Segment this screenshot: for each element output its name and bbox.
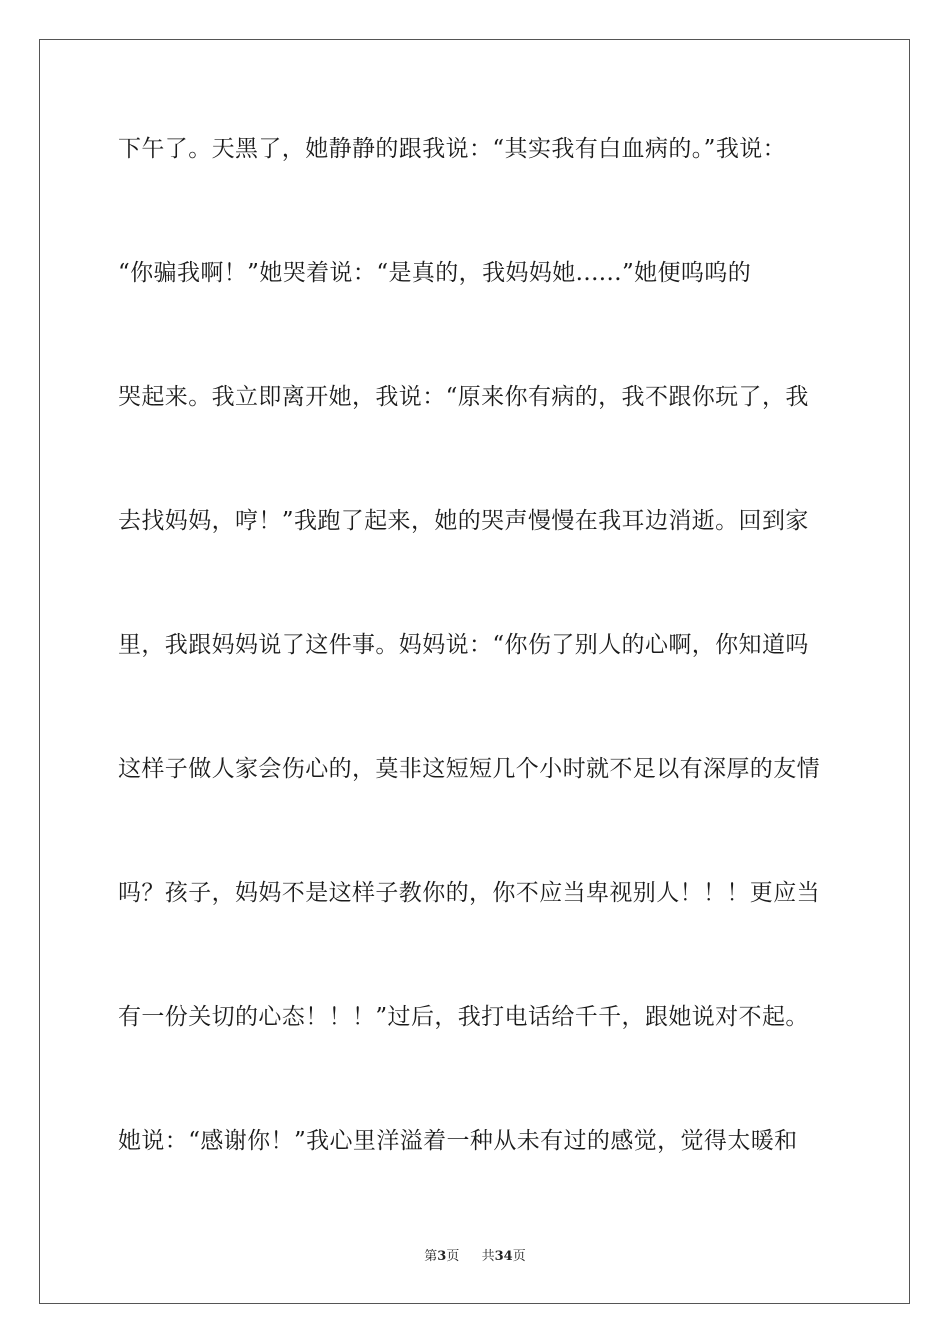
text-line-9: 她说：“感谢你！”我心里洋溢着一种从未有过的感觉，觉得太暖和 [118,1128,798,1154]
text-line-2: “你骗我啊！”她哭着说：“是真的，我妈妈她......”她便呜呜的 [118,260,752,286]
text-line-3: 哭起来。我立即离开她，我说：“原来你有病的，我不跟你玩了，我 [118,384,809,410]
page-label [424,1249,463,1264]
page-prefix: 第 [424,1249,438,1264]
text-line-4: 去找妈妈，哼！”我跑了起来，她的哭声慢慢在我耳边消逝。回到家 [118,508,809,534]
text-line-5: 里，我跟妈妈说了这件事。妈妈说：“你伤了别人的心啊，你知道吗 [118,632,809,658]
total-prefix: 共 [481,1249,495,1264]
text-line-8: 有一份关切的心态！！！”过后，我打电话给千千，跟她说对不起。 [118,1004,809,1030]
total-suffix: 页 [512,1249,526,1264]
text-line-7: 吗？孩子，妈妈不是这样子教你的，你不应当卑视别人！！！更应当 [118,880,820,906]
page-footer [0,1248,950,1266]
total-pages: 34 [494,1249,513,1264]
page-border [39,39,910,1304]
page-suffix: 页 [446,1249,460,1264]
text-line-1: 下午了。天黑了，她静静的跟我说：“其实我有白血病的。”我说： [118,136,787,162]
text-line-6: 这样子做人家会伤心的，莫非这短短几个小时就不足以有深厚的友情 [118,756,820,782]
total-pages-label [482,1249,526,1264]
page-number: 3 [437,1249,447,1264]
